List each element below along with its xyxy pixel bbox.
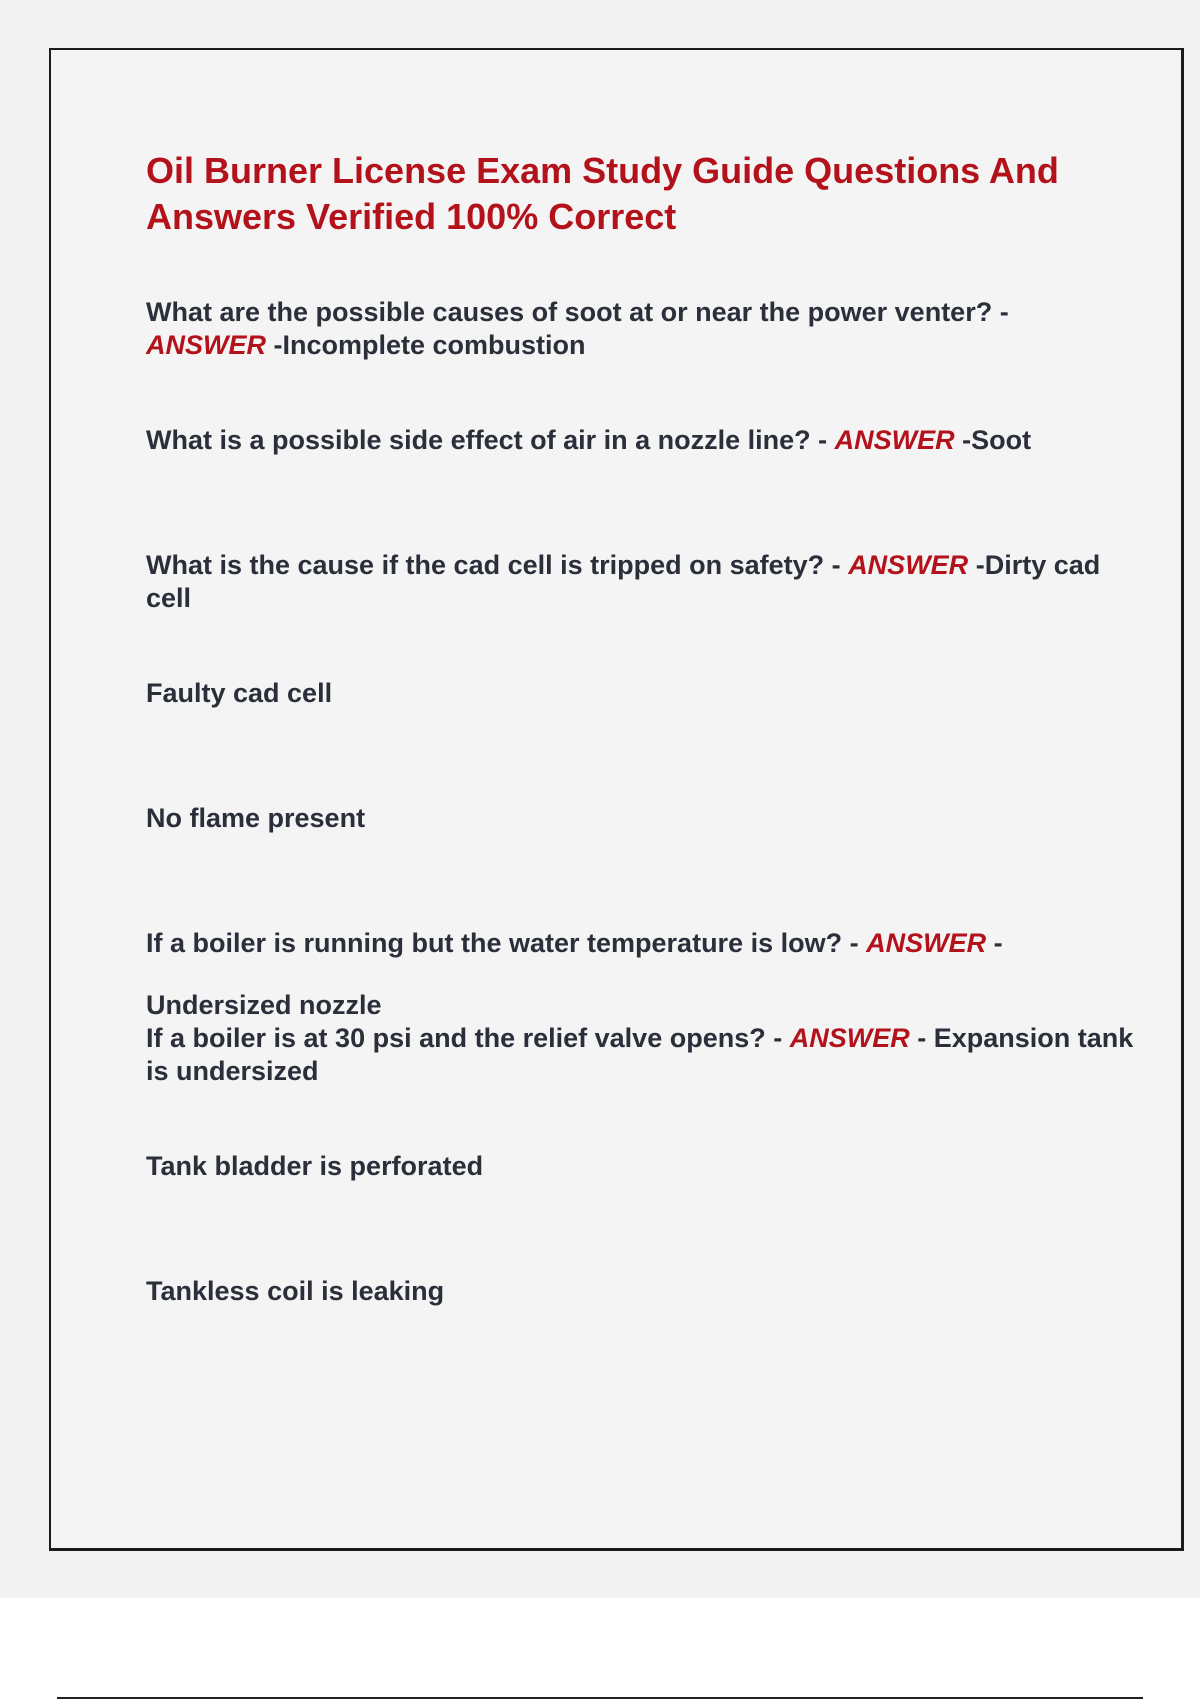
qa-entry [146, 1022, 1136, 1088]
answer-text: -Soot [962, 425, 1032, 455]
answer-text: - [993, 928, 1003, 958]
document-title: Oil Burner License Exam Study Guide Questions And Answers Verified 100% Correct [146, 150, 1059, 237]
answer-label: ANSWER [834, 425, 955, 455]
question-text: What is a possible side effect of air in a nozzle line? - [146, 425, 828, 455]
question-text: If a boiler is at 30 psi and the relief valve opens? - [146, 1023, 783, 1053]
answer-label: ANSWER [789, 1023, 910, 1053]
document-page [49, 48, 1184, 1551]
answer-line: No flame present [146, 803, 366, 833]
answer-line: Faulty cad cell [146, 678, 333, 708]
answer-text: - Expansion tank is undersized [146, 1023, 1134, 1086]
answer-text: -Dirty cad cell [146, 550, 1101, 613]
question-text: If a boiler is running but the water temperature is low? - [146, 928, 859, 958]
answer-line: Tankless coil is leaking [146, 1276, 445, 1306]
answer-text: -Incomplete combustion [273, 330, 586, 360]
answer-line: Tank bladder is perforated [146, 1151, 484, 1181]
qa-entry [146, 296, 1136, 362]
answer-label: ANSWER [146, 330, 266, 360]
qa-entry [146, 424, 1136, 457]
answer-line: Undersized nozzle [146, 990, 382, 1020]
question-text: What is the cause if the cad cell is tripped on safety? - [146, 550, 841, 580]
question-text: What are the possible causes of soot at or near the power venter? - [146, 297, 1009, 327]
qa-entry [146, 927, 1136, 960]
footer-rule [57, 1697, 1143, 1699]
qa-entry [146, 549, 1136, 615]
answer-label: ANSWER [866, 928, 987, 958]
document-content [146, 148, 1136, 1308]
answer-label: ANSWER [848, 550, 969, 580]
